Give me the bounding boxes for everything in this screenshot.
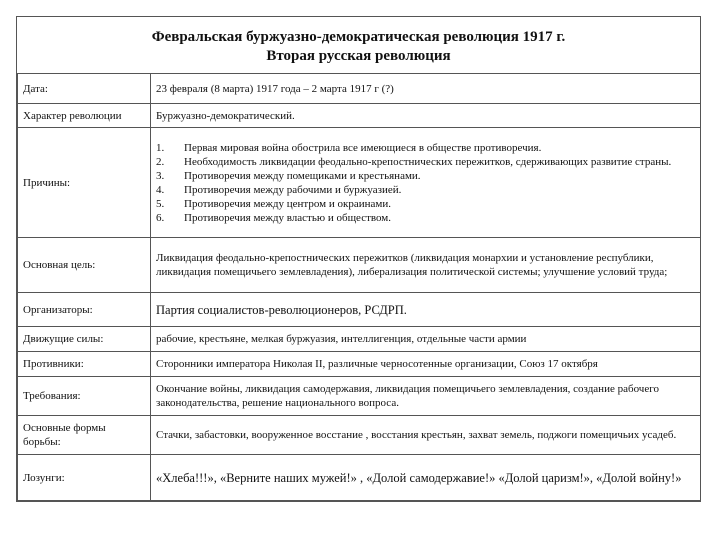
row-value bbox=[151, 128, 701, 238]
row-value: Ликвидация феодально-крепостнических пережитков (ликвидация монархии и установление республики, ликвидация помещичьего землевладения), либерализация политической системы; улучшение условий труда; bbox=[151, 238, 701, 293]
revolution-table bbox=[17, 73, 701, 501]
row-label: Дата: bbox=[18, 74, 151, 104]
row-value: рабочие, крестьяне, мелкая буржуазия, интеллигенция, отдельные части армии bbox=[151, 327, 701, 352]
table-row-forces bbox=[18, 327, 701, 352]
row-value: Стачки, забастовки, вооруженное восстание , восстания крестьян, захват земель, поджоги помещичьих усадеб. bbox=[151, 416, 701, 455]
list-item: 1. Первая мировая война обострила все имеющиеся в обществе противоречия. bbox=[156, 141, 542, 154]
list-item: 2. Необходимость ликвидации феодально-крепостнических пережитков, сдерживающих развитие страны. bbox=[156, 155, 672, 168]
list-item: 3. Противоречия между помещиками и крестьянами. bbox=[156, 169, 421, 182]
row-label: Лозунги: bbox=[18, 455, 151, 501]
table-row-date bbox=[18, 74, 701, 104]
row-value: Буржуазно-демократический. bbox=[151, 104, 701, 128]
row-label: Противники: bbox=[18, 352, 151, 377]
row-value: Окончание войны, ликвидация самодержавия, ликвидация помещичьего землевладения, создание рабочего законодательства, решение национального вопроса. bbox=[151, 377, 701, 416]
list-item: 4. Противоречия между рабочими и буржуазией. bbox=[156, 183, 402, 196]
title-line-1: Февральская буржуазно-демократическая революция 1917 г. bbox=[151, 29, 566, 45]
row-value: 23 февраля (8 марта) 1917 года – 2 марта 1917 г (?) bbox=[151, 74, 701, 104]
title-line-2: Вторая русская революция bbox=[266, 48, 451, 64]
row-label: Основные формы борьбы: bbox=[18, 416, 151, 455]
row-label: Характер революции bbox=[18, 104, 151, 128]
table-row-causes bbox=[18, 128, 701, 238]
row-label: Основная цель: bbox=[18, 238, 151, 293]
table-row-goal bbox=[18, 238, 701, 293]
list-item: 6. Противоречия между властью и обществом. bbox=[156, 211, 392, 224]
row-label: Требования: bbox=[18, 377, 151, 416]
table-row-slogans bbox=[18, 455, 701, 501]
row-label: Организаторы: bbox=[18, 293, 151, 327]
table-row-opponents bbox=[18, 352, 701, 377]
row-label: Движущие силы: bbox=[18, 327, 151, 352]
causes-list bbox=[156, 141, 695, 225]
row-value: Сторонники императора Николая II, различные черносотенные организации, Союз 17 октября bbox=[151, 352, 701, 377]
table-row-demands bbox=[18, 377, 701, 416]
table-row-forms bbox=[18, 416, 701, 455]
list-item: 5. Противоречия между центром и окраинами. bbox=[156, 197, 391, 210]
row-value: «Хлеба!!!», «Верните наших мужей!» , «Долой самодержавие!» «Долой царизм!», «Долой войну!» bbox=[151, 455, 701, 501]
table-row-organizers bbox=[18, 293, 701, 327]
row-label: Причины: bbox=[18, 128, 151, 238]
document-sheet bbox=[16, 16, 701, 502]
row-value: Партия социалистов-революционеров, РСДРП. bbox=[151, 293, 701, 327]
document-title bbox=[17, 17, 700, 73]
table-row-character bbox=[18, 104, 701, 128]
